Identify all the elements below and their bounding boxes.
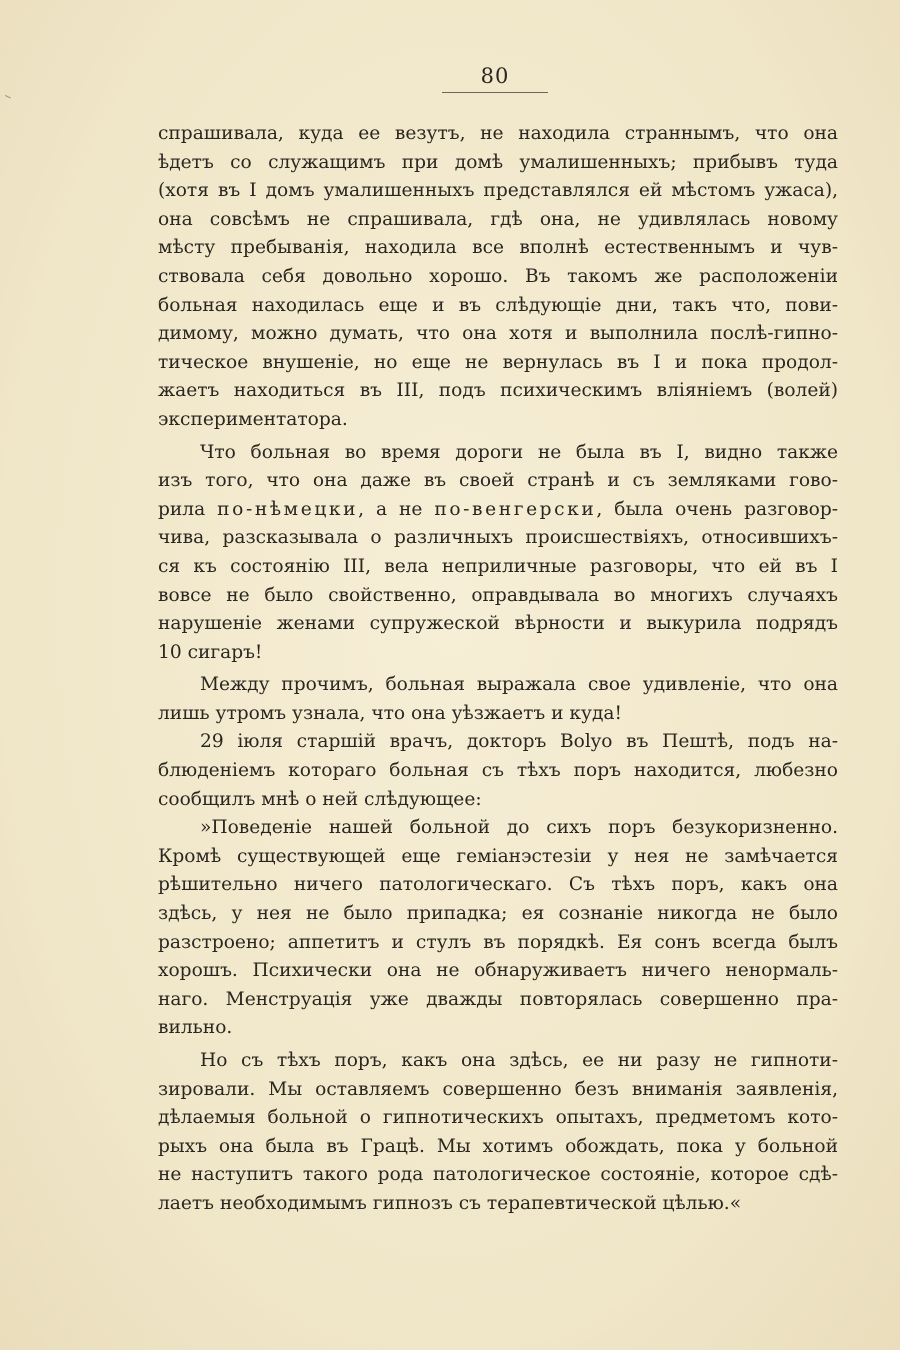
text-line: »Поведеніе нашей больной до сихъ поръ безукоризненно.: [200, 817, 838, 839]
body-text: [158, 120, 838, 1219]
text-fragment: , а не: [358, 498, 435, 520]
spaced-word: по-нѣмецки: [217, 498, 359, 520]
text-line: лишь утромъ узнала, что она уѣзжаетъ и куда!: [158, 702, 622, 724]
text-line-mixed: [158, 496, 838, 525]
text-fragment: рила: [158, 498, 218, 520]
text-line: экспериментатора.: [158, 408, 348, 430]
text-line: хорошъ. Психически она не обнаруживаетъ ничего ненормаль-: [158, 960, 838, 982]
text-line: димому, можно думать, что она хотя и выполнила послѣ-гипно-: [158, 323, 838, 345]
text-line: дѣлаемыя больной о гипнотическихъ опытахъ, предметомъ кото-: [158, 1107, 838, 1129]
page-number: 80: [480, 64, 510, 88]
text-line: спрашивала, куда ее везутъ, не находила страннымъ, что она: [158, 123, 838, 144]
text-fragment: , была очень разговор-: [596, 498, 838, 520]
text-line: наго. Менструація уже дважды повторялась совершенно пра-: [158, 988, 838, 1010]
text-line: вовсе не было свойственно, оправдывала во многихъ случаяхъ: [158, 584, 838, 606]
text-line: не наступитъ такого рода патологическое состояніе, которое сдѣ-: [158, 1164, 838, 1186]
text-line: Но съ тѣхъ поръ, какъ она здѣсь, ее ни разу не гипноти-: [200, 1050, 838, 1071]
text-line: она совсѣмъ не спрашивала, гдѣ она, не удивлялась новому: [158, 208, 838, 230]
text-line: (хотя въ I домъ умалишенныхъ представлялся ей мѣстомъ ужаса),: [158, 180, 838, 202]
text-line: Что больная во время дороги не была въ I, видно также: [200, 441, 838, 463]
text-line: нарушеніе женами супружеской вѣрности и выкурила подрядъ: [158, 613, 838, 635]
text-line: мѣсту пребыванія, находила все вполнѣ естественнымъ и чув-: [158, 237, 838, 259]
text-line: изъ того, что она даже въ своей странѣ и съ земляками гово-: [158, 470, 838, 492]
text-line: тическое внушеніе, но еще не вернулась въ I и пока продол-: [158, 351, 838, 373]
text-line: 10 сигаръ!: [158, 641, 263, 663]
text-line: рѣшительно ничего патологическаго. Съ тѣхъ поръ, какъ она: [158, 874, 838, 896]
text-line: блюденіемъ котораго больная съ тѣхъ поръ находится, любезно: [158, 760, 838, 782]
text-line: лаетъ необходимымъ гипнозъ съ терапевтической цѣлью.«: [158, 1192, 742, 1214]
text-line: рыхъ она была въ Грацѣ. Мы хотимъ обождать, пока у больной: [158, 1135, 838, 1157]
text-line: здѣсь, у нея не было припадка; ея сознаніе никогда не было: [158, 903, 838, 925]
text-line: 29 іюля старшій врачъ, докторъ Bolyo въ Пештѣ, подъ на-: [200, 731, 838, 753]
text-line: ствовала себя довольно хорошо. Въ такомъ же расположеніи: [158, 265, 838, 287]
text-line: жаетъ находиться въ III, подъ психическимъ вліяніемъ (волей): [158, 380, 838, 402]
text-line: больная находилась еще и въ слѣдующіе дни, такъ что, пови-: [158, 294, 838, 316]
spaced-word: по-венгерски: [434, 498, 597, 520]
text-line: ѣдетъ со служащимъ при домѣ умалишенныхъ; прибывъ туда: [158, 151, 838, 173]
text-line: чива, разсказывала о различныхъ происшествіяхъ, относившихъ-: [158, 527, 838, 549]
page-number-rule: [442, 92, 548, 93]
text-line: Кромѣ существующей еще геміанэстезіи у нея не замѣчается: [158, 845, 838, 867]
margin-mark: [3, 95, 11, 102]
text-line: Между прочимъ, больная выражала свое удивленіе, что она: [200, 674, 838, 696]
text-line: зировали. Мы оставляемъ совершенно безъ вниманія заявленія,: [158, 1078, 838, 1100]
text-line: разстроено; аппетитъ и стулъ въ порядкѣ. Ея сонъ всегда былъ: [158, 931, 838, 953]
text-line: сообщилъ мнѣ о ней слѣдующее:: [158, 788, 482, 810]
text-line: вильно.: [158, 1017, 233, 1039]
text-line: ся къ состоянію III, вела неприличные разговоры, что ей въ I: [158, 555, 838, 577]
